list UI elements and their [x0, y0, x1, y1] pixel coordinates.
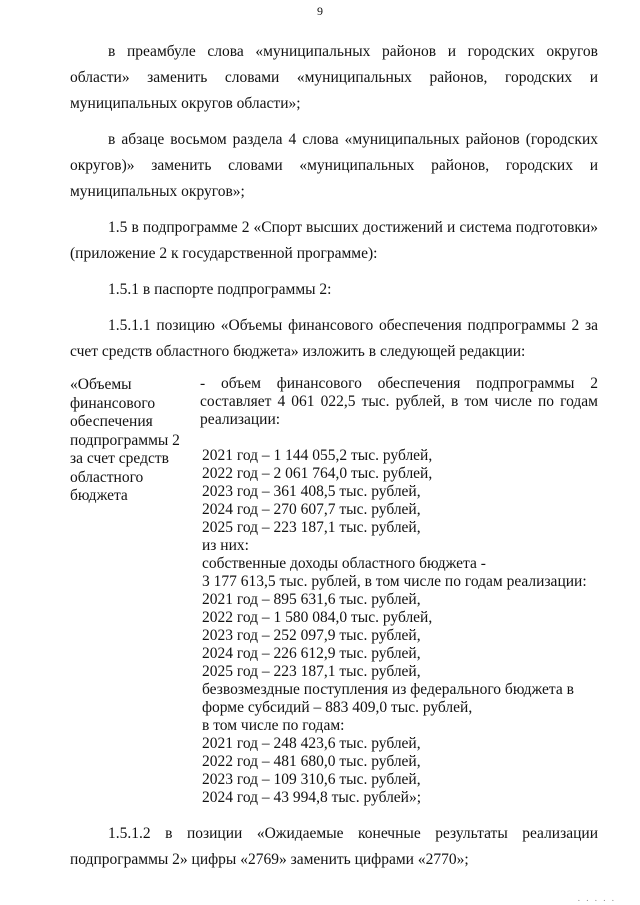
paragraph-preamble: в преамбуле слова «муниципальных районов и городских округов области» заменить словами «муниципальных районов, городских и муниципальных округов области»; [70, 43, 598, 112]
financing-line: собственные доходы областного бюджета - [202, 555, 486, 572]
financing-line: из них: [202, 537, 249, 554]
financing-line: 2023 год – 252 097,9 тыс. рублей, [202, 627, 421, 644]
paragraph-1-5-1-2: 1.5.1.2 в позиции «Ожидаемые конечные результаты реализации подпрограммы 2» цифры «2769» заменить цифрами «2770»; [70, 825, 598, 868]
paragraph-1-5-1-1: 1.5.1.1 позицию «Объемы финансового обеспечения подпрограммы 2 за счет средств областного бюджета» изложить в следующей редакции: [70, 317, 598, 360]
paragraph-1-5: 1.5 в подпрограмме 2 «Спорт высших достижений и система подготовки» (приложение 2 к государственной программе): [70, 219, 598, 262]
financing-lines [200, 447, 598, 807]
financing-line: безвозмездные поступления из федерального бюджета в [202, 681, 574, 698]
financing-line: в том числе по годам: [202, 717, 345, 734]
left-line: за счет средств [70, 450, 169, 467]
passport-table [70, 375, 598, 807]
financing-line: 2024 год – 270 607,7 тыс. рублей, [202, 501, 421, 518]
left-line: бюджета [70, 487, 128, 504]
left-line: финансового [70, 394, 156, 412]
financing-line: 2023 год – 361 408,5 тыс. рублей, [202, 483, 421, 500]
financing-line: 2025 год – 223 187,1 тыс. рублей, [202, 519, 421, 536]
passport-right-column [200, 375, 598, 807]
document-body [70, 39, 598, 883]
left-line: областного [70, 468, 144, 486]
passport-left-column [70, 375, 200, 807]
left-line: обеспечения [70, 413, 153, 430]
page-number: 9 [317, 4, 323, 18]
financing-line: форме субсидий – 883 409,0 тыс. рублей, [202, 699, 473, 716]
financing-line: 2022 год – 1 580 084,0 тыс. рублей, [202, 609, 433, 626]
financing-line: 2025 год – 223 187,1 тыс. рублей, [202, 663, 421, 680]
scan-artifact: . . . . . [577, 893, 616, 903]
paragraph-section-4: в абзаце восьмом раздела 4 слова «муниципальных районов (городских округов)» заменить словами «муниципальных районов, городских и муниципальных округов»; [70, 131, 598, 200]
financing-line: 2023 год – 109 310,6 тыс. рублей, [202, 771, 421, 788]
left-line: подпрограммы 2 [70, 431, 180, 449]
left-line: «Объемы [70, 376, 132, 393]
financing-line: 2022 год – 481 680,0 тыс. рублей, [202, 753, 421, 770]
financing-line: 2024 год – 226 612,9 тыс. рублей, [202, 645, 421, 662]
financing-line: 2021 год – 1 144 055,2 тыс. рублей, [202, 447, 433, 464]
financing-intro: - объем финансового обеспечения подпрограммы 2 составляет 4 061 022,5 тыс. рублей, в том числе по годам реализации: [200, 375, 598, 428]
financing-line: 2024 год – 43 994,8 тыс. рублей»; [202, 789, 422, 806]
financing-line: 2021 год – 895 631,6 тыс. рублей, [202, 591, 421, 608]
financing-line: 3 177 613,5 тыс. рублей, в том числе по годам реализации: [202, 573, 587, 590]
financing-line: 2022 год – 2 061 764,0 тыс. рублей, [202, 465, 433, 482]
paragraph-1-5-1: 1.5.1 в паспорте подпрограммы 2: [108, 281, 332, 298]
financing-line: 2021 год – 248 423,6 тыс. рублей, [202, 735, 421, 752]
